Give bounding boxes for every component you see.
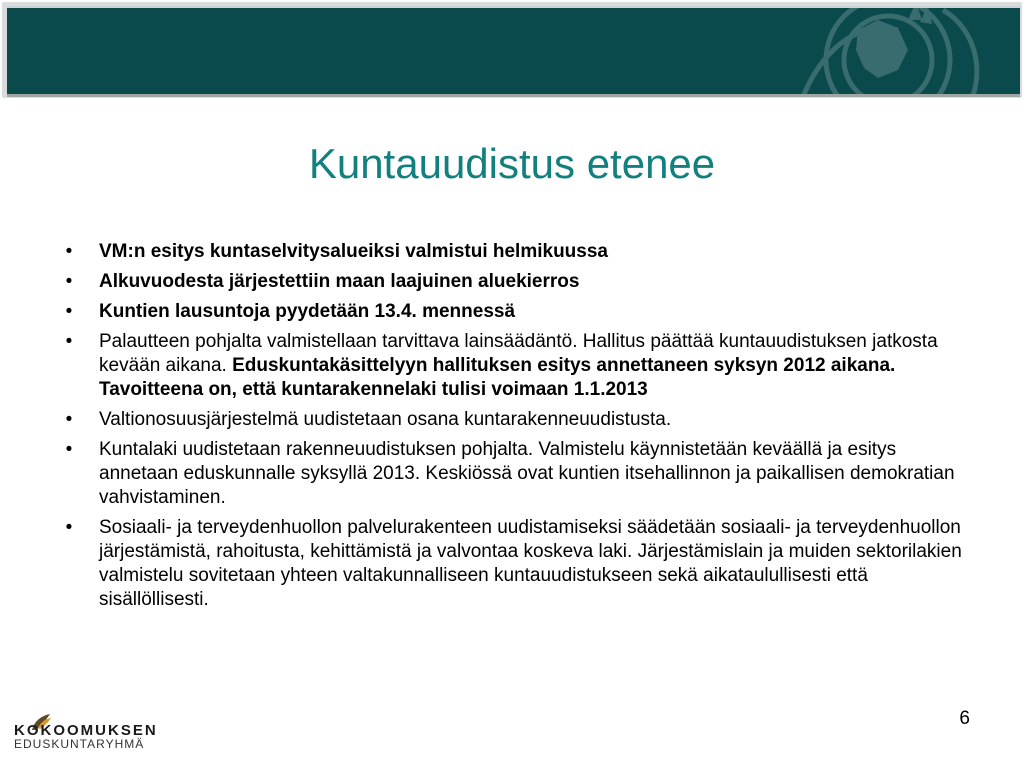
bullet-glyph: • (65, 439, 73, 460)
bullet-bold-text: Alkuvuodesta järjestettiin maan laajuinen aluekierros (99, 271, 580, 292)
bullet-item (62, 438, 962, 510)
bullet-text: Valtionosuusjärjestelmä uudistetaan osana kuntarakenneuudistusta. (99, 409, 672, 430)
bullet-bold-text: Eduskuntakäsittelyyn hallituksen esitys annettaneen syksyn 2012 aikana. Tavoitteena on, että kuntarakennelaki tulisi voimaan 1.1.2013 (99, 355, 896, 400)
bullet-bold-text: Kuntien lausuntoja pyydetään 13.4. mennessä (99, 301, 516, 322)
bullet-item (62, 270, 962, 294)
bullet-text: Sosiaali- ja terveydenhuollon palvelurakenteen uudistamiseksi säädetään sosiaali- ja terveydenhuollon järjestämistä, rahoitusta, kehittämistä ja valvontaa koskeva laki. Järjestämislain ja muiden sektorilakien valmistelu sovitetaan yhteen valtakunnalliseen kuntauudistukseen sekä aikataulullisesti että sisällöllisesti. (99, 517, 962, 610)
bullet-text: Kuntalaki uudistetaan rakenneuudistuksen pohjalta. Valmistelu käynnistetään keväällä ja esitys annetaan eduskunnalle syksyllä 2013. Keskiössä ovat kuntien itsehallinnon ja paikallisen demokratian vahvistaminen. (99, 439, 955, 508)
bullet-item (62, 408, 962, 432)
bullet-item (62, 516, 962, 612)
slide-title: Kuntauudistus etenee (308, 140, 716, 187)
bullet-glyph: • (65, 517, 73, 538)
bullet-list (62, 240, 962, 618)
bullet-glyph: • (65, 301, 73, 322)
bullet-bold-text: VM:n esitys kuntaselvitysalueiksi valmistui helmikuussa (99, 241, 608, 262)
page-number: 6 (959, 708, 970, 729)
logo-name: KOKOOMUKSEN (14, 722, 158, 739)
bullet-item (62, 240, 962, 264)
party-logo (14, 712, 184, 752)
bullet-glyph: • (65, 331, 73, 352)
bullet-item (62, 300, 962, 324)
bullet-item (62, 330, 962, 402)
logo-subtitle: EDUSKUNTARYHMÄ (14, 737, 145, 751)
header-banner (7, 6, 1020, 97)
bullet-glyph: • (65, 271, 73, 292)
bullet-text: Palautteen pohjalta valmistellaan tarvittava lainsäädäntö. Hallitus päättää kuntauudistuksen jatkosta kevään aikana. (99, 331, 938, 376)
bullet-glyph: • (65, 241, 73, 262)
bullet-glyph: • (65, 409, 73, 430)
lion-emblem-icon (738, 6, 998, 97)
